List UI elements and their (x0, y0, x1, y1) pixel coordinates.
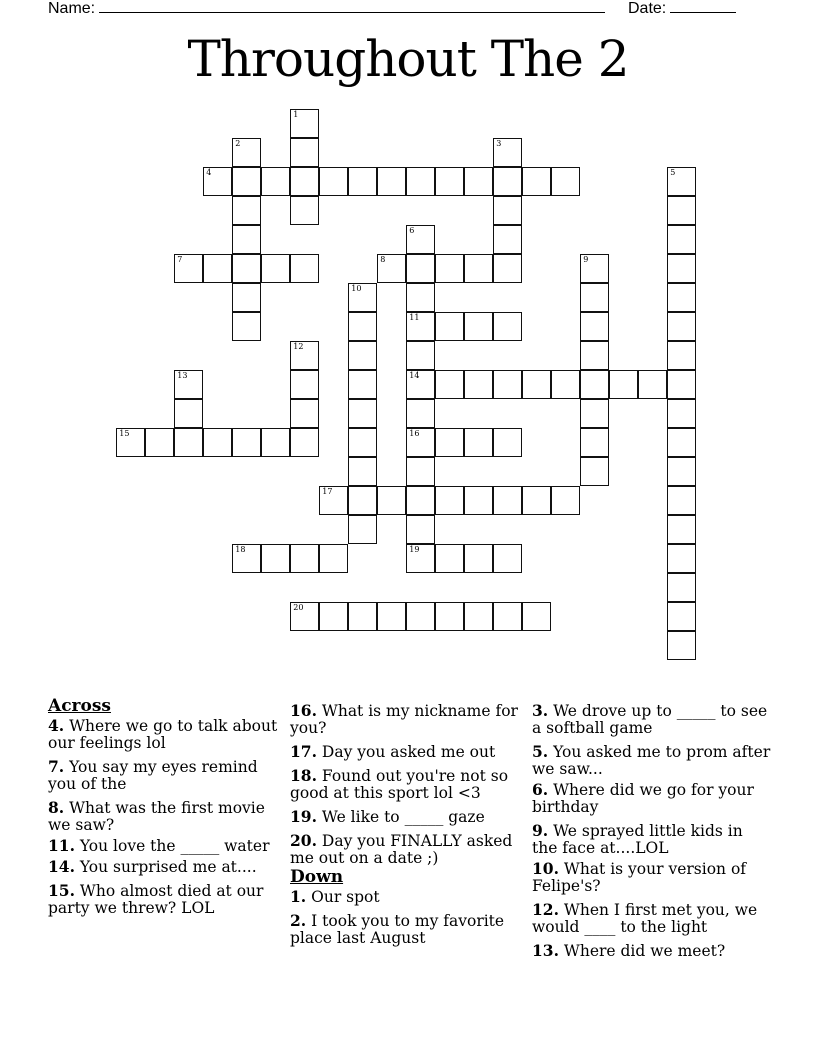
clue-number: 15. (48, 881, 75, 900)
grid-cell[interactable] (406, 312, 435, 341)
grid-cell[interactable] (493, 312, 522, 341)
clue-text: You asked me to prom after we saw... (532, 743, 771, 778)
grid-cell[interactable] (580, 283, 609, 312)
grid-cell[interactable] (406, 225, 435, 254)
clue-text: Found out you're not so good at this sport lol <3 (290, 767, 509, 802)
name-label: Name: (48, 0, 96, 17)
grid-cell[interactable] (464, 486, 493, 515)
grid-cell[interactable] (116, 428, 145, 457)
clue-across-4 (48, 717, 278, 752)
date-line (670, 0, 736, 13)
clue-text: You say my eyes remind you of the (48, 758, 258, 793)
grid-cell[interactable] (464, 544, 493, 573)
clue-text: Where did we meet? (563, 942, 726, 960)
grid-cell[interactable] (348, 486, 377, 515)
cell-number: 12 (293, 342, 304, 352)
grid-cell[interactable] (261, 428, 290, 457)
clue-number: 5. (532, 742, 549, 761)
grid-cell[interactable] (464, 602, 493, 631)
clue-number: 8. (48, 798, 65, 817)
grid-cell[interactable] (232, 225, 261, 254)
clue-text: Day you asked me out (321, 743, 496, 761)
grid-cell[interactable] (319, 167, 348, 196)
grid-cell[interactable] (493, 254, 522, 283)
clue-text: You love the _____ water (79, 837, 270, 855)
cell-number: 5 (670, 168, 676, 178)
cell-number: 14 (409, 371, 420, 381)
grid-cell[interactable] (319, 544, 348, 573)
clue-down-9 (532, 822, 772, 857)
grid-cell[interactable] (348, 457, 377, 486)
clue-number: 19. (290, 807, 317, 826)
grid-cell[interactable] (290, 399, 319, 428)
clue-text: What is my nickname for you? (290, 702, 518, 737)
cell-number: 15 (119, 429, 130, 439)
grid-cell[interactable] (493, 196, 522, 225)
clue-across-11 (48, 837, 278, 855)
clue-number: 4. (48, 716, 65, 735)
grid-cell[interactable] (232, 428, 261, 457)
cell-number: 1 (293, 110, 299, 120)
grid-cell[interactable] (667, 196, 696, 225)
grid-cell[interactable] (348, 167, 377, 196)
clue-number: 3. (532, 701, 549, 720)
grid-cell[interactable] (667, 631, 696, 660)
clue-down-3 (532, 702, 772, 737)
clue-number: 17. (290, 742, 317, 761)
grid-cell[interactable] (406, 399, 435, 428)
grid-cell[interactable] (435, 544, 464, 573)
date-field[interactable] (628, 0, 736, 18)
grid-cell[interactable] (232, 283, 261, 312)
grid-cell[interactable] (319, 602, 348, 631)
grid-cell[interactable] (464, 370, 493, 399)
clue-down-6 (532, 781, 772, 816)
grid-cell[interactable] (145, 428, 174, 457)
cell-number: 3 (496, 139, 502, 149)
grid-cell[interactable] (580, 254, 609, 283)
grid-cell[interactable] (290, 109, 319, 138)
grid-cell[interactable] (464, 254, 493, 283)
clue-text: Who almost died at our party we threw? LOL (48, 882, 264, 917)
grid-cell[interactable] (493, 486, 522, 515)
cell-number: 4 (206, 168, 212, 178)
clue-text: Where did we go for your birthday (532, 781, 754, 816)
grid-cell[interactable] (667, 602, 696, 631)
grid-cell[interactable] (493, 167, 522, 196)
grid-cell[interactable] (406, 544, 435, 573)
clue-text: We drove up to _____ to see a softball game (532, 702, 768, 737)
grid-cell[interactable] (638, 370, 667, 399)
grid-cell[interactable] (290, 602, 319, 631)
grid-cell[interactable] (667, 428, 696, 457)
grid-cell[interactable] (464, 312, 493, 341)
clue-across-18 (290, 767, 522, 802)
cell-number: 17 (322, 487, 333, 497)
grid-cell[interactable] (667, 341, 696, 370)
clue-down-12 (532, 901, 772, 936)
clue-number: 18. (290, 766, 317, 785)
grid-cell[interactable] (667, 544, 696, 573)
down-heading: Down (290, 867, 344, 887)
grid-cell[interactable] (232, 167, 261, 196)
grid-cell[interactable] (580, 341, 609, 370)
grid-cell[interactable] (174, 254, 203, 283)
clue-down-10 (532, 860, 772, 895)
grid-cell[interactable] (290, 370, 319, 399)
grid-cell[interactable] (406, 283, 435, 312)
grid-cell[interactable] (348, 312, 377, 341)
grid-cell[interactable] (290, 428, 319, 457)
name-line (99, 0, 605, 13)
grid-cell[interactable] (435, 486, 464, 515)
clue-number: 9. (532, 821, 549, 840)
grid-cell[interactable] (667, 486, 696, 515)
clue-number: 13. (532, 941, 559, 960)
cell-number: 7 (177, 255, 183, 265)
grid-cell[interactable] (667, 167, 696, 196)
grid-cell[interactable] (493, 544, 522, 573)
grid-cell[interactable] (406, 486, 435, 515)
clues-column-1 (48, 698, 278, 923)
grid-cell[interactable] (348, 399, 377, 428)
clue-number: 11. (48, 836, 75, 855)
clue-text: Where we go to talk about our feelings lol (48, 717, 278, 752)
grid-cell[interactable] (377, 486, 406, 515)
grid-cell[interactable] (609, 370, 638, 399)
grid-cell[interactable] (174, 428, 203, 457)
grid-cell[interactable] (290, 167, 319, 196)
grid-cell[interactable] (580, 370, 609, 399)
grid-cell[interactable] (580, 428, 609, 457)
grid-cell[interactable] (493, 138, 522, 167)
clue-down-1 (290, 888, 522, 906)
grid-cell[interactable] (348, 283, 377, 312)
grid-cell[interactable] (464, 167, 493, 196)
grid-cell[interactable] (522, 167, 551, 196)
cell-number: 9 (583, 255, 589, 265)
clue-number: 1. (290, 887, 307, 906)
grid-cell[interactable] (406, 515, 435, 544)
grid-cell[interactable] (290, 341, 319, 370)
grid-cell[interactable] (406, 167, 435, 196)
grid-cell[interactable] (667, 312, 696, 341)
grid-cell[interactable] (406, 457, 435, 486)
grid-cell[interactable] (232, 138, 261, 167)
grid-cell[interactable] (203, 167, 232, 196)
grid-cell[interactable] (522, 602, 551, 631)
clue-text: You surprised me at.... (79, 858, 257, 876)
grid-cell[interactable] (290, 138, 319, 167)
clue-across-8 (48, 799, 278, 834)
clue-number: 12. (532, 900, 559, 919)
grid-cell[interactable] (522, 486, 551, 515)
grid-cell[interactable] (435, 428, 464, 457)
grid-cell[interactable] (551, 167, 580, 196)
clue-number: 14. (48, 857, 75, 876)
grid-cell[interactable] (203, 254, 232, 283)
cell-number: 11 (409, 313, 420, 323)
clue-down-2 (290, 912, 522, 947)
clue-number: 6. (532, 780, 549, 799)
grid-cell[interactable] (377, 167, 406, 196)
clue-down-13 (532, 942, 772, 960)
clue-text: We like to _____ gaze (321, 808, 485, 826)
grid-cell[interactable] (348, 515, 377, 544)
clue-across-14 (48, 858, 278, 876)
cell-number: 2 (235, 139, 241, 149)
cell-number: 18 (235, 545, 246, 555)
grid-cell[interactable] (232, 544, 261, 573)
cell-number: 6 (409, 226, 415, 236)
grid-cell[interactable] (551, 486, 580, 515)
cell-number: 16 (409, 429, 420, 439)
grid-cell[interactable] (290, 196, 319, 225)
grid-cell[interactable] (290, 544, 319, 573)
clue-number: 10. (532, 859, 559, 878)
grid-cell[interactable] (261, 544, 290, 573)
grid-cell[interactable] (667, 399, 696, 428)
grid-cell[interactable] (319, 486, 348, 515)
grid-cell[interactable] (232, 196, 261, 225)
grid-cell[interactable] (290, 254, 319, 283)
grid-cell[interactable] (348, 341, 377, 370)
clue-text: Day you FINALLY asked me out on a date ;) (290, 832, 513, 867)
clue-across-19 (290, 808, 522, 826)
grid-cell[interactable] (174, 399, 203, 428)
clue-across-16 (290, 702, 522, 737)
grid-cell[interactable] (174, 370, 203, 399)
grid-cell[interactable] (261, 167, 290, 196)
clue-number: 20. (290, 831, 317, 850)
clue-number: 2. (290, 911, 307, 930)
clue-number: 7. (48, 757, 65, 776)
clue-text: Our spot (311, 888, 380, 906)
clue-text: What is your version of Felipe's? (532, 860, 747, 895)
name-field[interactable] (48, 0, 605, 18)
grid-cell[interactable] (348, 370, 377, 399)
clue-text: I took you to my favorite place last August (290, 912, 505, 947)
grid-cell[interactable] (493, 428, 522, 457)
grid-cell[interactable] (406, 254, 435, 283)
grid-cell[interactable] (580, 399, 609, 428)
grid-cell[interactable] (406, 602, 435, 631)
cell-number: 8 (380, 255, 386, 265)
grid-cell[interactable] (435, 254, 464, 283)
grid-cell[interactable] (406, 370, 435, 399)
grid-cell[interactable] (667, 225, 696, 254)
grid-cell[interactable] (261, 254, 290, 283)
clue-number: 16. (290, 701, 317, 720)
grid-cell[interactable] (551, 370, 580, 399)
grid-cell[interactable] (522, 370, 551, 399)
cell-number: 19 (409, 545, 420, 555)
grid-cell[interactable] (232, 312, 261, 341)
puzzle-title: Throughout The 2 (187, 30, 629, 88)
grid-cell[interactable] (435, 602, 464, 631)
clue-text: When I first met you, we would ____ to the light (532, 901, 758, 936)
clues-column-3 (532, 702, 772, 966)
grid-cell[interactable] (667, 515, 696, 544)
date-label: Date: (628, 0, 667, 17)
cell-number: 13 (177, 371, 188, 381)
grid-cell[interactable] (377, 254, 406, 283)
clue-across-17 (290, 743, 522, 761)
grid-cell[interactable] (667, 457, 696, 486)
grid-cell[interactable] (348, 602, 377, 631)
clue-text: We sprayed little kids in the face at....LOL (532, 822, 743, 857)
clue-text: What was the first movie we saw? (48, 799, 265, 834)
clue-across-7 (48, 758, 278, 793)
grid-cell[interactable] (435, 167, 464, 196)
clue-across-20 (290, 832, 522, 867)
grid-cell[interactable] (232, 254, 261, 283)
grid-cell[interactable] (435, 312, 464, 341)
grid-cell[interactable] (667, 254, 696, 283)
grid-cell[interactable] (377, 602, 406, 631)
grid-cell[interactable] (493, 225, 522, 254)
grid-cell[interactable] (464, 428, 493, 457)
grid-cell[interactable] (580, 457, 609, 486)
grid-cell[interactable] (667, 370, 696, 399)
grid-cell[interactable] (406, 341, 435, 370)
clue-down-5 (532, 743, 772, 778)
grid-cell[interactable] (348, 428, 377, 457)
grid-cell[interactable] (493, 602, 522, 631)
grid-cell[interactable] (493, 370, 522, 399)
grid-cell[interactable] (435, 370, 464, 399)
clue-across-15 (48, 882, 278, 917)
grid-cell[interactable] (580, 312, 609, 341)
cell-number: 10 (351, 284, 362, 294)
grid-cell[interactable] (406, 428, 435, 457)
clues-column-2 (290, 702, 522, 953)
grid-cell[interactable] (203, 428, 232, 457)
cell-number: 20 (293, 603, 304, 613)
grid-cell[interactable] (667, 573, 696, 602)
grid-cell[interactable] (667, 283, 696, 312)
across-heading: Across (48, 696, 111, 716)
